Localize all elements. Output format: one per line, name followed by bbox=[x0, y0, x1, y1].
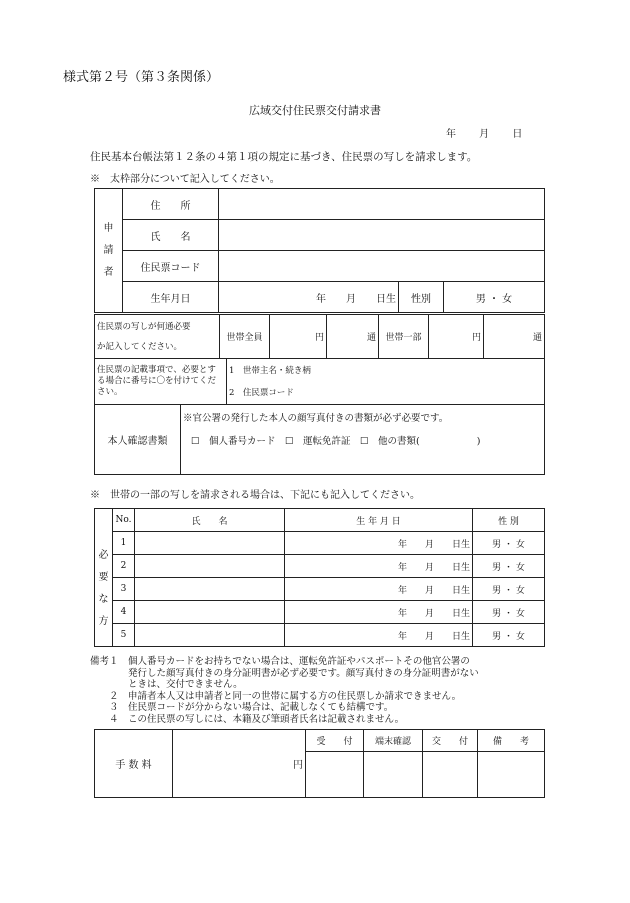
row-sex[interactable]: 男 ・ 女 bbox=[473, 532, 545, 555]
household-all-label: 世帯全員 bbox=[220, 315, 270, 359]
applicant-table bbox=[94, 188, 545, 313]
form-code: 様式第２号（第３条関係） bbox=[63, 70, 220, 85]
row-name[interactable] bbox=[135, 601, 285, 624]
terminal-header: 端末確認 bbox=[364, 730, 423, 752]
row-name[interactable] bbox=[135, 624, 285, 647]
items-options[interactable]: 1 世帯主名・続き柄 2 住民票コード bbox=[227, 359, 545, 405]
row-no: 1 bbox=[113, 532, 135, 555]
birth-label: 生年月日 bbox=[123, 282, 219, 313]
fee-amount[interactable]: 円 bbox=[173, 730, 306, 798]
table-row bbox=[95, 624, 545, 647]
instruction-text: ※ 太枠部分について記入してください。 bbox=[90, 174, 280, 185]
row-birth[interactable]: 年 月 日生 bbox=[285, 532, 473, 555]
date-line: 年 月 日 bbox=[446, 129, 523, 140]
household-all-count[interactable]: 通 bbox=[327, 315, 379, 359]
identity-options[interactable]: ※官公署の発行した本人の顔写真付きの書類が必ず必要です。 ☐ 個人番号カード ☐ 運転免許証 ☐ 他の書類( ) bbox=[181, 405, 545, 475]
row-birth[interactable]: 年 月 日生 bbox=[285, 555, 473, 578]
accepted-cell[interactable] bbox=[306, 752, 364, 798]
table-row bbox=[95, 532, 545, 555]
sex-field[interactable]: 男 ・ 女 bbox=[444, 282, 545, 313]
address-field[interactable] bbox=[219, 189, 545, 220]
row-no: 4 bbox=[113, 601, 135, 624]
table-row bbox=[95, 578, 545, 601]
identity-label: 本人確認書類 bbox=[95, 405, 181, 475]
sex-label: 性別 bbox=[399, 282, 444, 313]
fee-label: 手 数 料 bbox=[95, 730, 173, 798]
fee-table bbox=[94, 729, 545, 798]
header-name: 氏 名 bbox=[135, 509, 285, 532]
household-part-label: 世帯一部 bbox=[379, 315, 429, 359]
copies-table bbox=[94, 314, 545, 359]
row-sex[interactable]: 男 ・ 女 bbox=[473, 578, 545, 601]
copies-label: 住民票の写しが何通必要 か記入してください。 bbox=[95, 315, 220, 359]
accepted-header: 受 付 bbox=[306, 730, 364, 752]
name-field[interactable] bbox=[219, 220, 545, 251]
address-label: 住 所 bbox=[123, 189, 219, 220]
household-side-label: 必 要 な 方 bbox=[95, 509, 113, 647]
applicant-side-label: 申 請 者 bbox=[95, 189, 123, 313]
items-table bbox=[94, 358, 545, 405]
row-no: 3 bbox=[113, 578, 135, 601]
row-name[interactable] bbox=[135, 555, 285, 578]
birth-field[interactable]: 年 月 日生 bbox=[219, 282, 399, 313]
remarks-cell[interactable] bbox=[478, 752, 545, 798]
row-birth[interactable]: 年 月 日生 bbox=[285, 578, 473, 601]
name-label: 氏 名 bbox=[123, 220, 219, 251]
remarks-header: 備 考 bbox=[478, 730, 545, 752]
household-instruction: ※ 世帯の一部の写しを請求される場合は、下記にも記入してください。 bbox=[90, 490, 420, 501]
header-birth: 生 年 月 日 bbox=[285, 509, 473, 532]
household-part-yen[interactable]: 円 bbox=[429, 315, 484, 359]
table-row bbox=[95, 601, 545, 624]
intro-text: 住民基本台帳法第１２条の４第１項の規定に基づき、住民票の写しを請求します。 bbox=[90, 151, 478, 163]
header-no: No. bbox=[113, 509, 135, 532]
household-all-yen[interactable]: 円 bbox=[270, 315, 327, 359]
issued-cell[interactable] bbox=[423, 752, 478, 798]
resident-code-label: 住民票コード bbox=[123, 251, 219, 282]
row-name[interactable] bbox=[135, 532, 285, 555]
notes: 備考１ 個人番号カードをお持ちでない場合は、運転免許証やパスポートその他官公署の 発行した顔写真付きの身分証明書が必ず必要です。顔写真付きの身分証明書がない ときは、交付できません。 ２ 申請者本人又は申請者と同一の世帯に属する方の住民票しか請求できません。 ３ 住民票コードが分からない場合は、記載しなくても結構です。 ４ この住民票の写しには、本籍及び筆頭者氏名は記載されません。 bbox=[90, 656, 479, 725]
row-birth[interactable]: 年 月 日生 bbox=[285, 624, 473, 647]
row-name[interactable] bbox=[135, 578, 285, 601]
table-row bbox=[95, 555, 545, 578]
header-sex: 性 別 bbox=[473, 509, 545, 532]
household-table bbox=[94, 508, 545, 647]
terminal-cell[interactable] bbox=[364, 752, 423, 798]
household-part-count[interactable]: 通 bbox=[484, 315, 545, 359]
row-no: 2 bbox=[113, 555, 135, 578]
resident-code-field[interactable] bbox=[219, 251, 545, 282]
document-title: 広域交付住民票交付請求書 bbox=[249, 104, 381, 117]
issued-header: 交 付 bbox=[423, 730, 478, 752]
row-birth[interactable]: 年 月 日生 bbox=[285, 601, 473, 624]
row-sex[interactable]: 男 ・ 女 bbox=[473, 624, 545, 647]
items-label: 住民票の記載事項で、必要とする場合に番号に〇を付けてください。 bbox=[95, 359, 227, 405]
identity-table bbox=[94, 404, 545, 475]
row-no: 5 bbox=[113, 624, 135, 647]
row-sex[interactable]: 男 ・ 女 bbox=[473, 555, 545, 578]
row-sex[interactable]: 男 ・ 女 bbox=[473, 601, 545, 624]
